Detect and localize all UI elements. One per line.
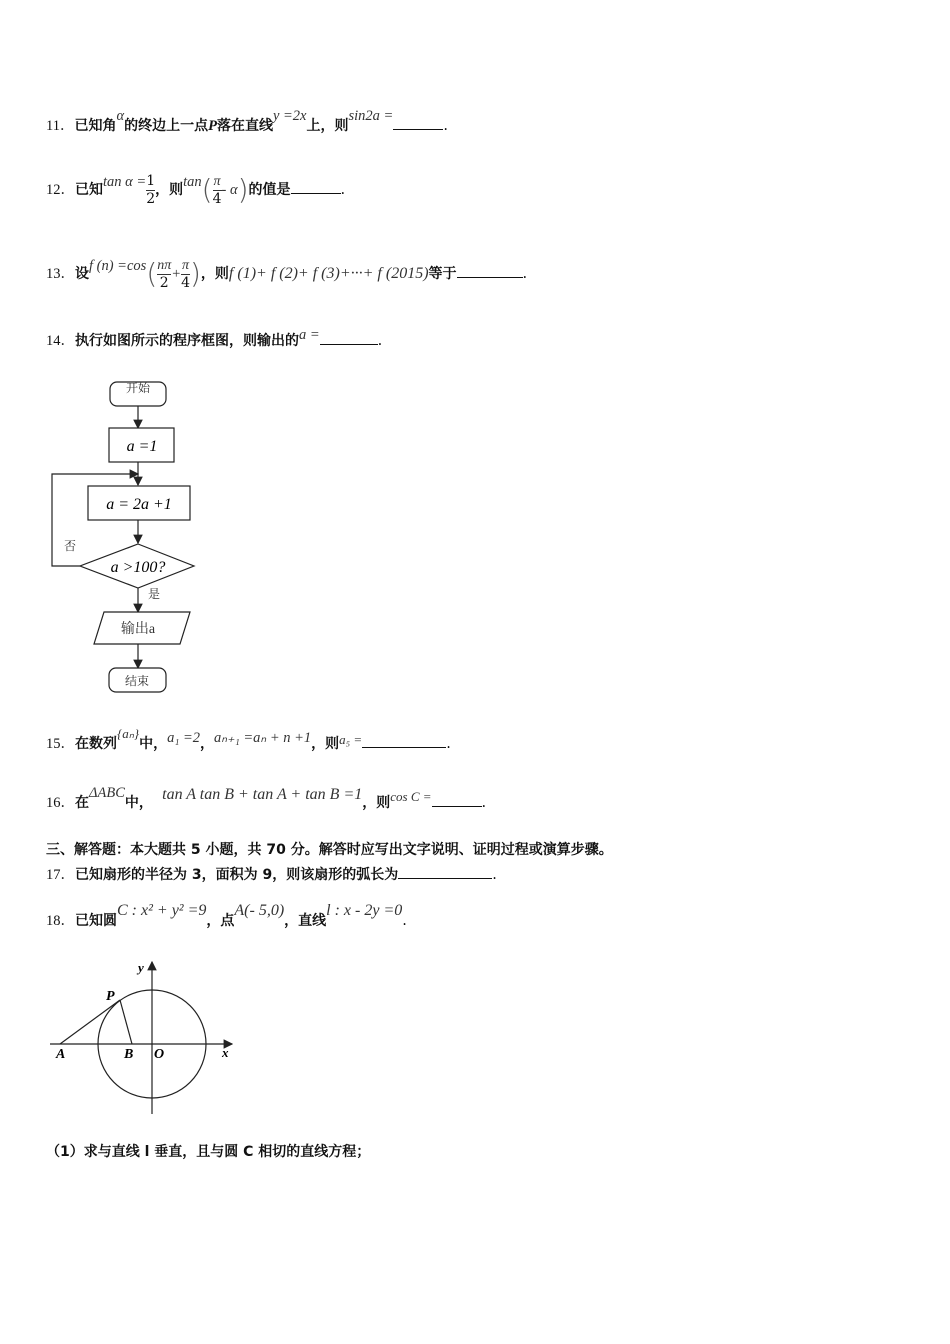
label-p: P [106,989,115,1004]
question-number: 14． [46,333,75,349]
segment-ap [60,1000,120,1044]
segment-pb [120,1000,132,1044]
question-number: 18． [46,913,75,929]
question-text: 的终边上一点 [124,118,209,134]
period: . [522,266,528,282]
math-triangle: ΔABC [89,785,125,801]
answer-blank[interactable] [457,263,523,278]
answer-blank[interactable] [362,733,446,748]
question-number: 11． [46,118,75,134]
question-text: 落在直线 [216,118,273,134]
frac-num: π [182,257,190,273]
question-text: 中， [139,736,168,752]
label-a: A [56,1047,66,1062]
label-o: O [154,1047,165,1062]
flowchart [46,378,246,698]
fraction-pi4 [213,173,222,208]
question-text: 已知扇形的半径为 3，面积为 9，则该扇形的弧长为 [75,867,399,883]
answer-blank[interactable] [393,115,443,130]
math-line-l: l : x - 2y =0 [326,902,403,919]
flow-end-label: 结束 [124,674,150,688]
math-fn: f (n) =cos [89,258,147,274]
question-14 [46,327,383,351]
answer-blank[interactable] [291,179,341,194]
paren-open: ( [201,173,213,206]
flow-start-label: 开始 [125,381,151,395]
math-sum: f (1)+ f (2)+ f (3)+···+ f (2015) [228,265,429,282]
math-circle: C : x² + y² =9 [117,902,207,919]
section-3-heading: 三、解答题：本大题共 5 小题，共 70 分。解答时应写出文字说明、证明过程或演算步骤。 [46,842,613,858]
question-11 [46,108,448,136]
circle-figure [50,954,250,1124]
question-text: 已知角 [74,118,117,134]
sub-question-1: （1）求与直线 l 垂直，且与圆 C 相切的直线方程； [46,1144,371,1160]
paren-close: ) [189,257,201,290]
period: . [377,333,383,349]
frac-den: 4 [181,274,190,291]
question-number: 15． [46,736,75,752]
period: . [481,795,487,811]
question-text: ，则 [200,266,229,282]
label-b: B [124,1047,134,1062]
question-text: 设 [75,266,89,282]
flow-init-label: a =1 [126,438,158,455]
answer-blank[interactable] [432,792,482,807]
question-number: 16． [46,795,75,811]
answer-blank[interactable] [398,864,492,879]
math-a1: a₁ =2 [167,730,201,746]
flow-yes-label: 是 [148,587,161,601]
math-tan-eq: tan A tan B + tan A + tan B =1 [162,786,363,803]
question-text: ，点 [206,913,235,929]
math-a5: a₅ = [339,732,363,747]
math-point-a: A(- 5,0) [234,902,285,919]
period: . [446,736,451,752]
flow-output-label: 输出a [120,622,156,637]
period: . [443,118,448,134]
question-text: 已知圆 [75,913,117,929]
frac-num: 1 [146,172,156,189]
question-text: ，直线 [284,913,327,929]
math-recurrence: aₙ₊₁ =aₙ + n +1 [214,730,312,746]
paren-close: ) [237,173,249,206]
paren-open: ( [146,257,158,290]
question-text: ，则 [362,795,391,811]
question-16 [46,785,487,813]
question-text: 在数列 [75,736,117,752]
question-text: 中， [124,795,153,811]
math-plus: + [171,266,182,282]
frac-num: π [213,173,221,189]
math-minus-alpha: - α [221,182,238,198]
frac-den: 2 [146,190,156,207]
math-seq: {aₙ} [117,726,140,741]
flow-no-label: 否 [64,539,77,553]
question-15 [46,726,451,754]
question-number: 13． [46,266,75,282]
question-12 [46,170,345,210]
period: . [340,182,346,198]
math-cosc: cos C = [390,789,432,804]
question-text: ， [200,736,215,752]
point-p: P [208,118,217,134]
math-a: a = [299,327,320,343]
question-17 [46,864,497,885]
flow-update-label: a = 2a +1 [106,496,172,513]
label-x: x [222,1045,229,1060]
math-tan: tan [183,174,202,190]
fraction-pi4 [181,257,190,292]
fraction-npi2 [157,257,171,292]
question-text: 上，则 [306,118,349,134]
math-alpha: α [116,108,125,124]
question-text: 的值是 [248,182,291,198]
question-18 [46,902,407,931]
math-tan: tan α = [103,174,147,190]
label-y: y [138,960,144,975]
math-sin2a: sin2a = [348,108,394,124]
question-number: 17． [46,867,75,883]
frac-den: 2 [159,274,169,291]
period: . [402,913,407,929]
question-text: 在 [75,795,89,811]
question-text: ，则 [311,736,340,752]
question-13 [46,254,527,294]
question-text: 已知 [75,182,103,198]
question-text: ，则 [155,182,184,198]
math-line: y =2x [272,108,307,124]
period: . [492,867,497,883]
answer-blank[interactable] [320,330,378,345]
fraction-half [146,173,155,208]
question-text: 等于 [428,266,457,282]
question-number: 12． [46,182,75,198]
frac-den: 4 [212,190,222,207]
question-text: 执行如图所示的程序框图，则输出的 [75,333,299,349]
frac-num: nπ [157,257,172,273]
flow-condition-label: a >100? [110,559,166,576]
